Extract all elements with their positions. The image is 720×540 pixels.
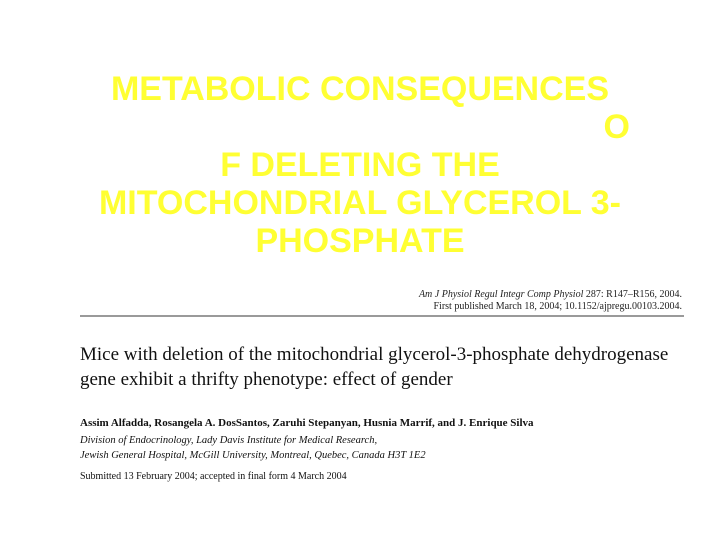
- slide-title-line-1: METABOLIC CONSEQUENCES: [110, 70, 610, 108]
- divider-rule: [80, 315, 684, 317]
- slide-title-line-4: MITOCHONDRIAL GLYCEROL 3-: [98, 184, 622, 222]
- paper-title: [80, 342, 690, 392]
- citation-line-1: [419, 289, 682, 301]
- paper-title-line-2: gene exhibit a thrifty phenotype: effect of gender: [80, 369, 453, 390]
- citation-journal: Am J Physiol Regul Integr Comp Physiol: [418, 289, 584, 300]
- slide-title-line-5: PHOSPHATE: [255, 222, 465, 260]
- paper-title-line-1: Mice with deletion of the mitochondrial glycerol-3-phosphate dehydrogenase: [80, 344, 669, 365]
- paper-affiliation: [80, 433, 426, 463]
- affiliation-line-2: Jewish General Hospital, McGill University, Montreal, Quebec, Canada H3T 1E2: [80, 450, 426, 461]
- slide-title: [60, 70, 660, 270]
- slide-title-line-2: O: [603, 108, 630, 146]
- journal-citation: [419, 289, 682, 313]
- citation-details: 287: R147–R156, 2004.: [583, 289, 682, 300]
- slide-title-line-3: F DELETING THE: [220, 146, 500, 184]
- affiliation-line-1: Division of Endocrinology, Lady Davis Institute for Medical Research,: [80, 435, 378, 446]
- paper-authors: Assim Alfadda, Rosangela A. DosSantos, Zaruhi Stepanyan, Husnia Marrif, and J. Enrique Silva: [80, 417, 534, 429]
- citation-published: First published March 18, 2004; 10.1152/ajpregu.00103.2004.: [433, 301, 682, 312]
- submission-dates: Submitted 13 February 2004; accepted in final form 4 March 2004: [80, 471, 347, 482]
